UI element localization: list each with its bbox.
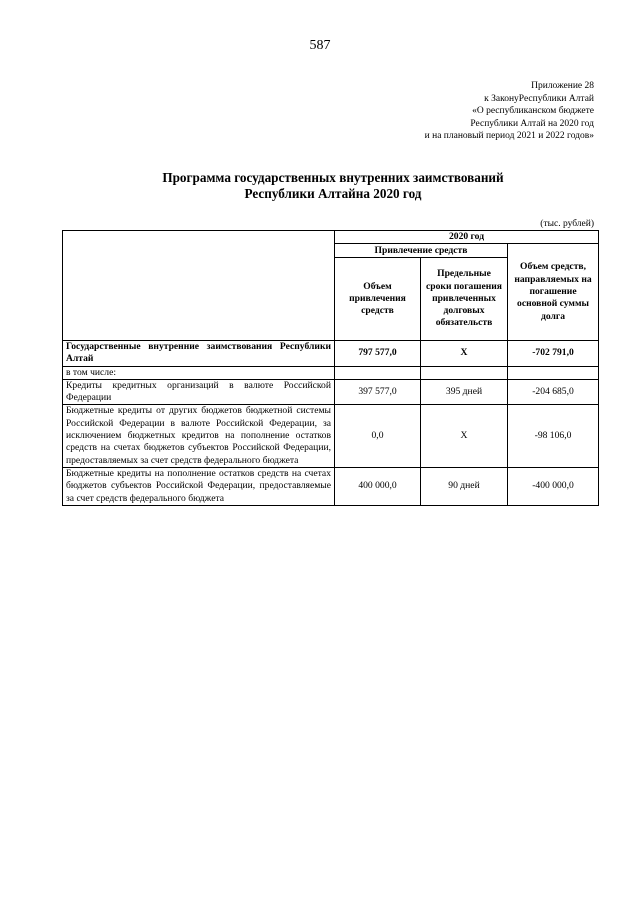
- header-row-year: [63, 231, 599, 244]
- row-name: Государственные внутренние заимствования Республики Алтай: [63, 341, 335, 367]
- row-repayment: -400 000,0: [508, 467, 599, 505]
- document-title: [0, 170, 640, 202]
- header-empty-cell: [63, 231, 335, 341]
- row-name: Бюджетные кредиты от других бюджетов бюджетной системы Российской Федерации в валюте Российской Федерации, за исключением бюджетных кредитов на пополнение остатков средств на счетах бюджетов субъектов Российской Федерации, предоставляемых за счет средств федерального бюджета: [63, 405, 335, 467]
- row-terms: Х: [421, 341, 508, 367]
- row-terms: 395 дней: [421, 379, 508, 405]
- title-line-1: Программа государственных внутренних заимствований: [162, 170, 504, 185]
- borrowing-table: [62, 230, 599, 506]
- row-repayment: [508, 366, 599, 379]
- appendix-block: [425, 80, 594, 143]
- header-terms: Предельные сроки погашения привлеченных долговых обязательств: [421, 258, 508, 341]
- row-name: в том числе:: [63, 366, 335, 379]
- row-repayment: -204 685,0: [508, 379, 599, 405]
- header-attraction: Привлечение средств: [335, 244, 508, 258]
- row-repayment: -98 106,0: [508, 405, 599, 467]
- header-year: 2020 год: [335, 231, 599, 244]
- row-volume: 397 577,0: [335, 379, 421, 405]
- appendix-line: к ЗаконуРеспублики Алтай: [484, 93, 594, 104]
- table-row: [63, 405, 599, 467]
- title-line-2: Республики Алтайна 2020 год: [244, 186, 422, 201]
- row-terms: 90 дней: [421, 467, 508, 505]
- page-number: 587: [309, 38, 331, 53]
- row-volume: 0,0: [335, 405, 421, 467]
- row-name: Бюджетные кредиты на пополнение остатков средств на счетах бюджетов субъектов Российской Федерации, предоставляемые за счет средств федерального бюджета: [63, 467, 335, 505]
- units-label: (тыс. рублей): [540, 219, 594, 229]
- header-volume: Объем привлечения средств: [335, 258, 421, 341]
- row-terms: Х: [421, 405, 508, 467]
- row-repayment: -702 791,0: [508, 341, 599, 367]
- row-name: Кредиты кредитных организаций в валюте Российской Федерации: [63, 379, 335, 405]
- appendix-line: Республики Алтай на 2020 год: [470, 118, 594, 129]
- row-volume: [335, 366, 421, 379]
- header-repayment: Объем средств, направляемых на погашение основной суммы долга: [508, 244, 599, 341]
- appendix-line: Приложение 28: [531, 81, 594, 91]
- row-terms: [421, 366, 508, 379]
- row-volume: 797 577,0: [335, 341, 421, 367]
- appendix-line: и на плановый период 2021 и 2022 годов»: [424, 131, 594, 141]
- table-row: [63, 379, 599, 405]
- appendix-line: «О республиканском бюджете: [472, 106, 594, 116]
- row-volume: 400 000,0: [335, 467, 421, 505]
- table-row: [63, 366, 599, 379]
- table-row: [63, 467, 599, 505]
- table-row: [63, 341, 599, 367]
